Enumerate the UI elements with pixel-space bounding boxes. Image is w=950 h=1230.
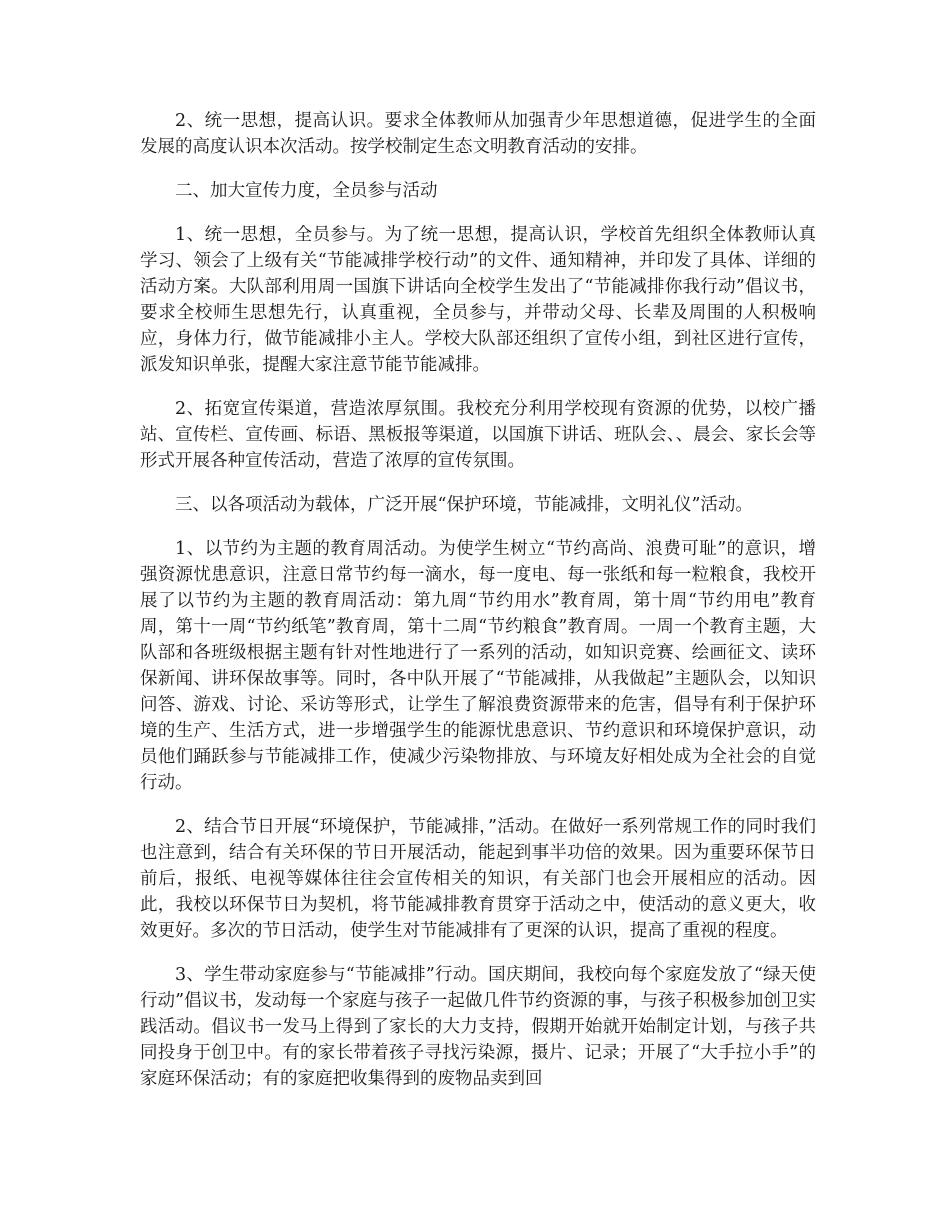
paragraph-thrift-week: 1、以节约为主题的教育周活动。为使学生树立“节约高尚、浪费可耻”的意识，增强资源忧患意识，注意日常节约每一滴水，每一度电、每一张纸和每一粒粮食，我校开展了以节约为主题的教育周活动：第九周“节约用水”教育周，第十周“节约用电”教育周，第十一周“节约纸笔”教育周，第十二周“节约粮食”教育周。一周一个教育主题，大队部和各班级根据主题有针对性地进行了一系列的活动，如知识竞赛、绘画征文、读环保新闻、讲环保故事等。同时，各中队开展了“节能减排，从我做起”主题队会，以知识问答、游戏、讨论、采访等形式，让学生了解浪费资源带来的危害，倡导有利于保护环境的生产、生活方式，进一步增强学生的能源忧患意识、节约意识和环境保护意识，动员他们踊跃参与节能减排工作，使减少污染物排放、与环境友好相处成为全社会的自觉行动。: [140, 539, 816, 793]
paragraph-family-participation: 3、学生带动家庭参与“节能减排”行动。国庆期间，我校向每个家庭发放了“绿天使行动”倡议书，发动每一个家庭与孩子一起做几件节约资源的事，与孩子积极参加创卫实践活动。倡议书一发马上得到了家长的大力支持，假期开始就开始制定计划，与孩子共同投身于创卫中。有的家长带着孩子寻找污染源，摄片、记录；开展了“大手拉小手”的家庭环保活动；有的家庭把收集得到的废物品卖到回: [140, 965, 816, 1089]
paragraph-full-participation: 1、统一思想，全员参与。为了统一思想，提高认识，学校首先组织全体教师认真学习、领会了上级有关“节能减排学校行动”的文件、通知精神，并印发了具体、详细的活动方案。大队部利用周一国旗下讲话向全校学生发出了“节能减排你我行动”倡议书，要求全校师生思想先行，认真重视，全员参与，并带动父母、长辈及周围的人积极响应，身体力行，做节能减排小主人。学校大队部还组织了宣传小组，到社区进行宣传，派发知识单张，提醒大家注意节能节能减排。: [140, 225, 816, 375]
section-heading-activities: 三、以各项活动为载体，广泛开展“保护环境，节能减排，文明礼仪”活动。: [175, 495, 753, 515]
section-heading-publicity: 二、加大宣传力度，全员参与活动: [175, 181, 438, 201]
paragraph-publicity-channels: 2、拓宽宣传渠道，营造浓厚氛围。我校充分利用学校现有资源的优势，以校广播站、宣传栏、宣传画、标语、黑板报等渠道，以国旗下讲话、班队会、、晨会、家长会等形式开展各种宣传活动，营造了浓厚的宣传氛围。: [140, 399, 816, 471]
document-page: [140, 108, 816, 1110]
paragraph-unify-thinking-teachers: 2、统一思想，提高认识。要求全体教师从加强青少年思想道德，促进学生的全面发展的高度认识本次活动。按学校制定生态文明教育活动的安排。: [140, 111, 816, 157]
paragraph-festival-activities: 2、结合节日开展“环境保护，节能减排，”活动。在做好一系列常规工作的同时我们也注意到，结合有关环保的节日开展活动，能起到事半功倍的效果。因为重要环保节日前后，报纸、电视等媒体往往会宣传相关的知识，有关部门也会开展相应的活动。因此，我校以环保节日为契机，将节能减排教育贯穿于活动之中，使活动的意义更大，收效更好。多次的节日活动，使学生对节能减排有了更深的认识，提高了重视的程度。: [140, 817, 816, 941]
